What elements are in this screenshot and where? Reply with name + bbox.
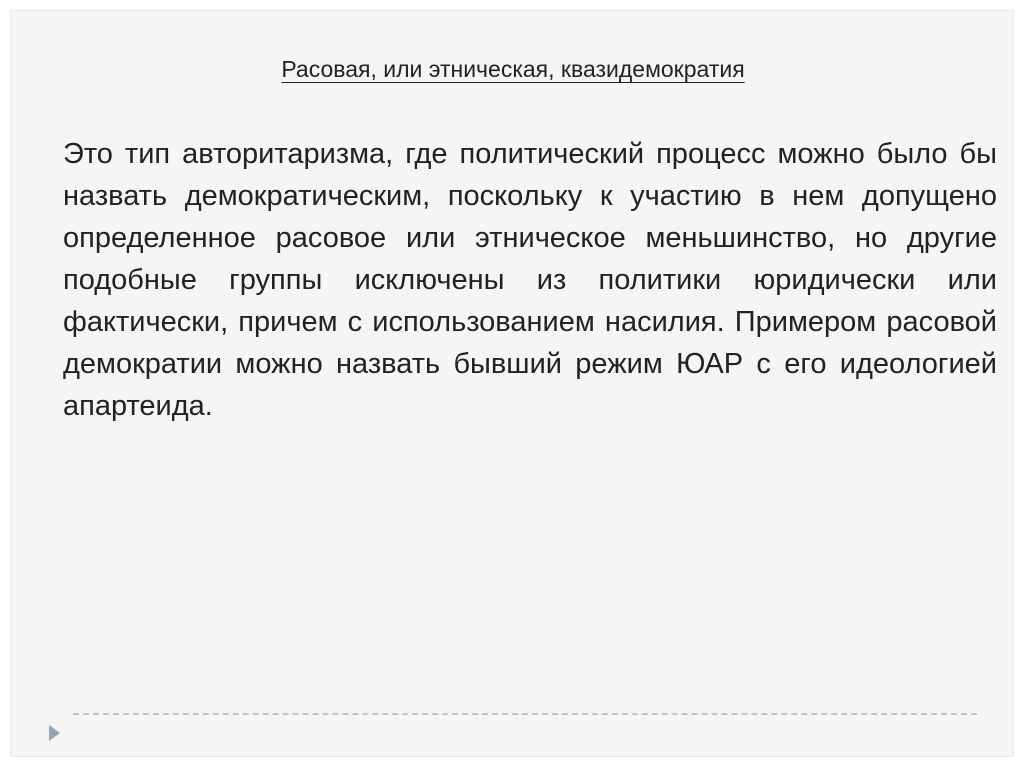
triangle-right-icon bbox=[49, 725, 60, 741]
slide bbox=[10, 10, 1014, 757]
footer-divider bbox=[73, 713, 977, 715]
slide-title-text: Расовая, или этническая, квазидемократия bbox=[281, 56, 745, 82]
slide-title bbox=[11, 56, 1014, 83]
slide-body-text: Это тип авторитаризма, где политический процесс можно было бы назвать демократическим, поскольку к участию в нем допущено определенное расовое или этническое меньшинство, но другие подобные группы исключены из политики юридически или фактически, причем с использованием насилия. Примером расовой демократии можно назвать бывший режим ЮАР с его идеологией апартеида. bbox=[63, 138, 997, 422]
